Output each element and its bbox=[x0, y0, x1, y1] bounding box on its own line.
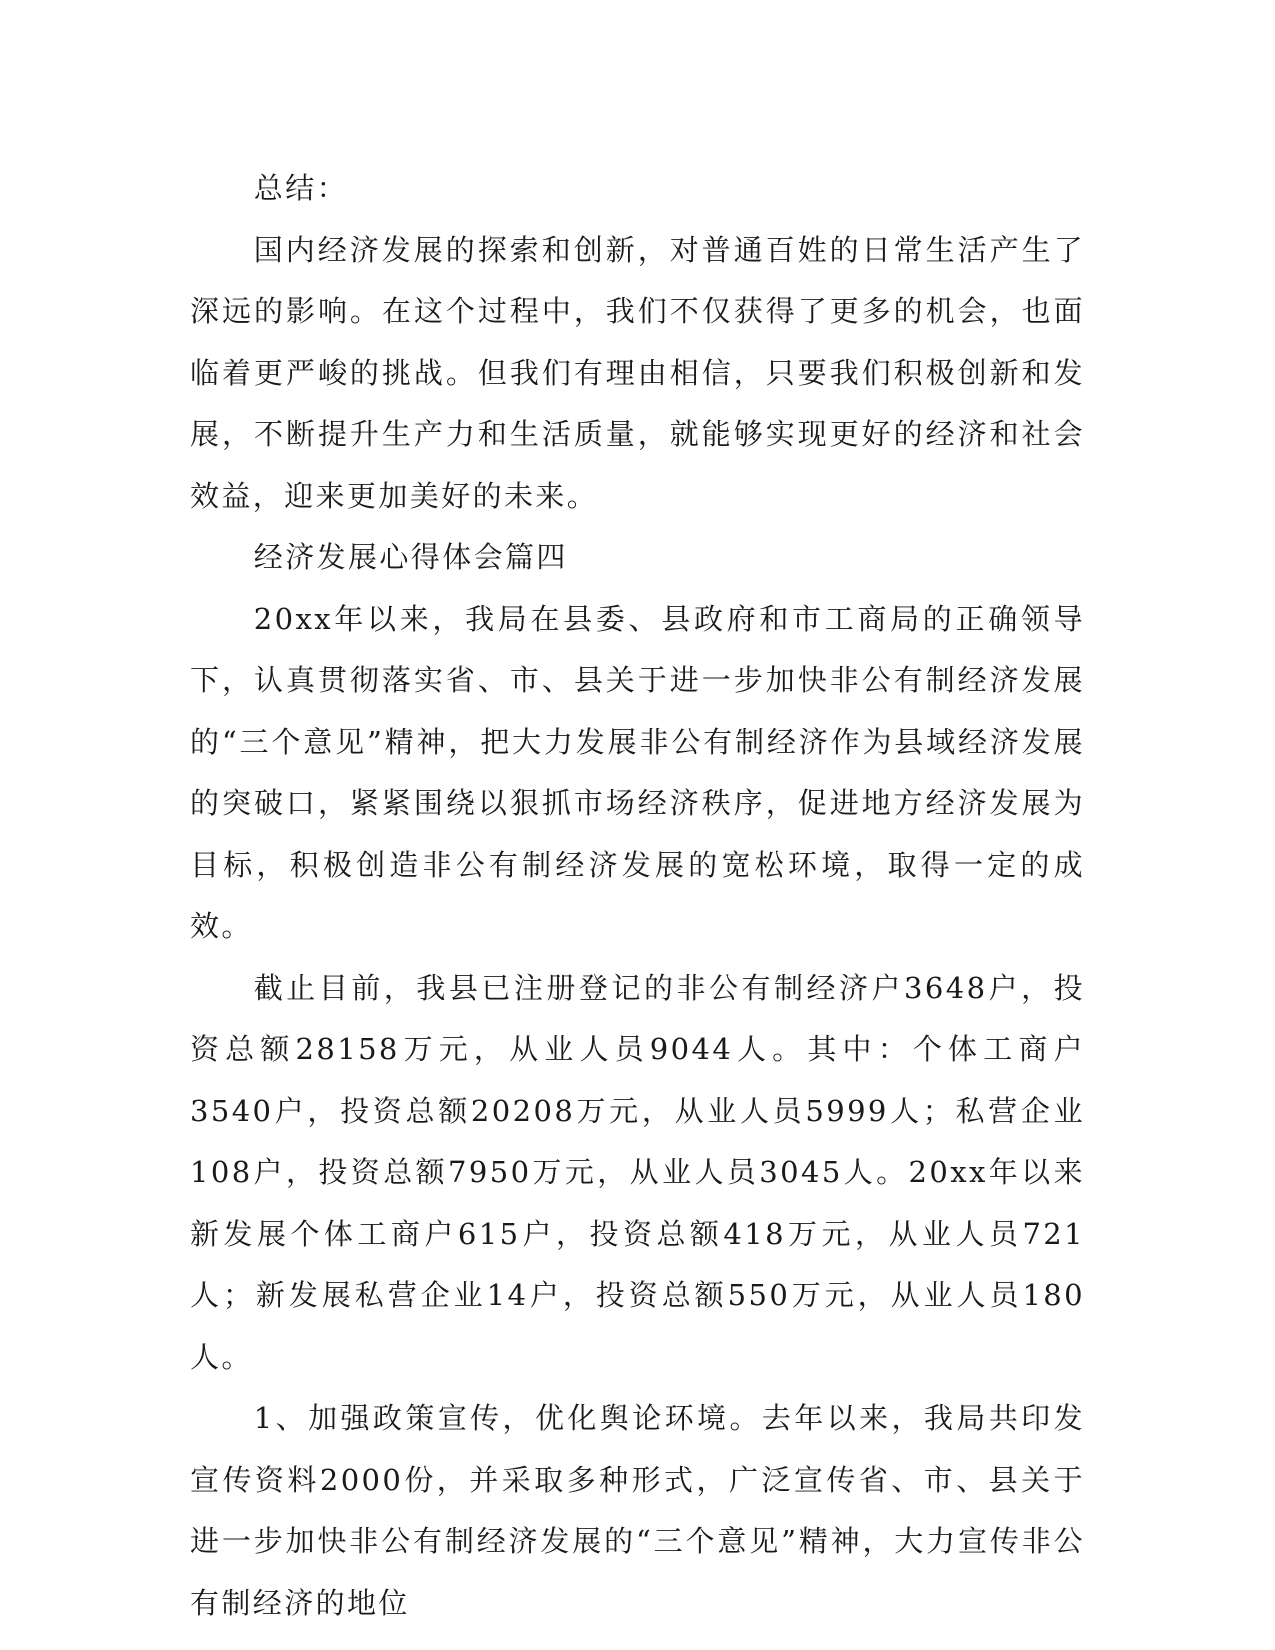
summary-heading: 总结： bbox=[253, 171, 348, 205]
body-paragraph: 20xx年以来，我局在县委、县政府和市工商局的正确领导下，认真贯彻落实省、市、县关于进一步加快非公有制经济发展的“三个意见”精神，把大力发展非公有制经济作为县域经济发展的突破口，紧紧围绕以狠抓市场经济秩序，促进地方经济发展为目标，积极创造非公有制经济发展的宽松环境，取得一定的成效。 bbox=[190, 601, 1085, 943]
summary-paragraph: 国内经济发展的探索和创新，对普通百姓的日常生活产生了深远的影响。在这个过程中，我们不仅获得了更多的机会，也面临着更严峻的挑战。但我们有理由相信，只要我们积极创新和发展，不断提升生产力和生活质量，就能够实现更好的经济和社会效益，迎来更加美好的未来。 bbox=[190, 232, 1085, 513]
document-body bbox=[190, 158, 1085, 1634]
body-paragraph: 1、加强政策宣传，优化舆论环境。去年以来，我局共印发宣传资料2000份，并采取多种形式，广泛宣传省、市、县关于进一步加快非公有制经济发展的“三个意见”精神，大力宣传非公有制经济的地位 bbox=[190, 1401, 1085, 1620]
section-title: 经济发展心得体会篇四 bbox=[253, 540, 568, 574]
body-paragraph: 截止目前，我县已注册登记的非公有制经济户3648户，投资总额28158万元，从业人员9044人。其中：个体工商户3540户，投资总额20208万元，从业人员5999人；私营企业108户，投资总额7950万元，从业人员3045人。20xx年以来新发展个体工商户615户，投资总额418万元，从业人员721人；新发展私营企业14户，投资总额550万元，从业人员180人。 bbox=[190, 970, 1085, 1374]
